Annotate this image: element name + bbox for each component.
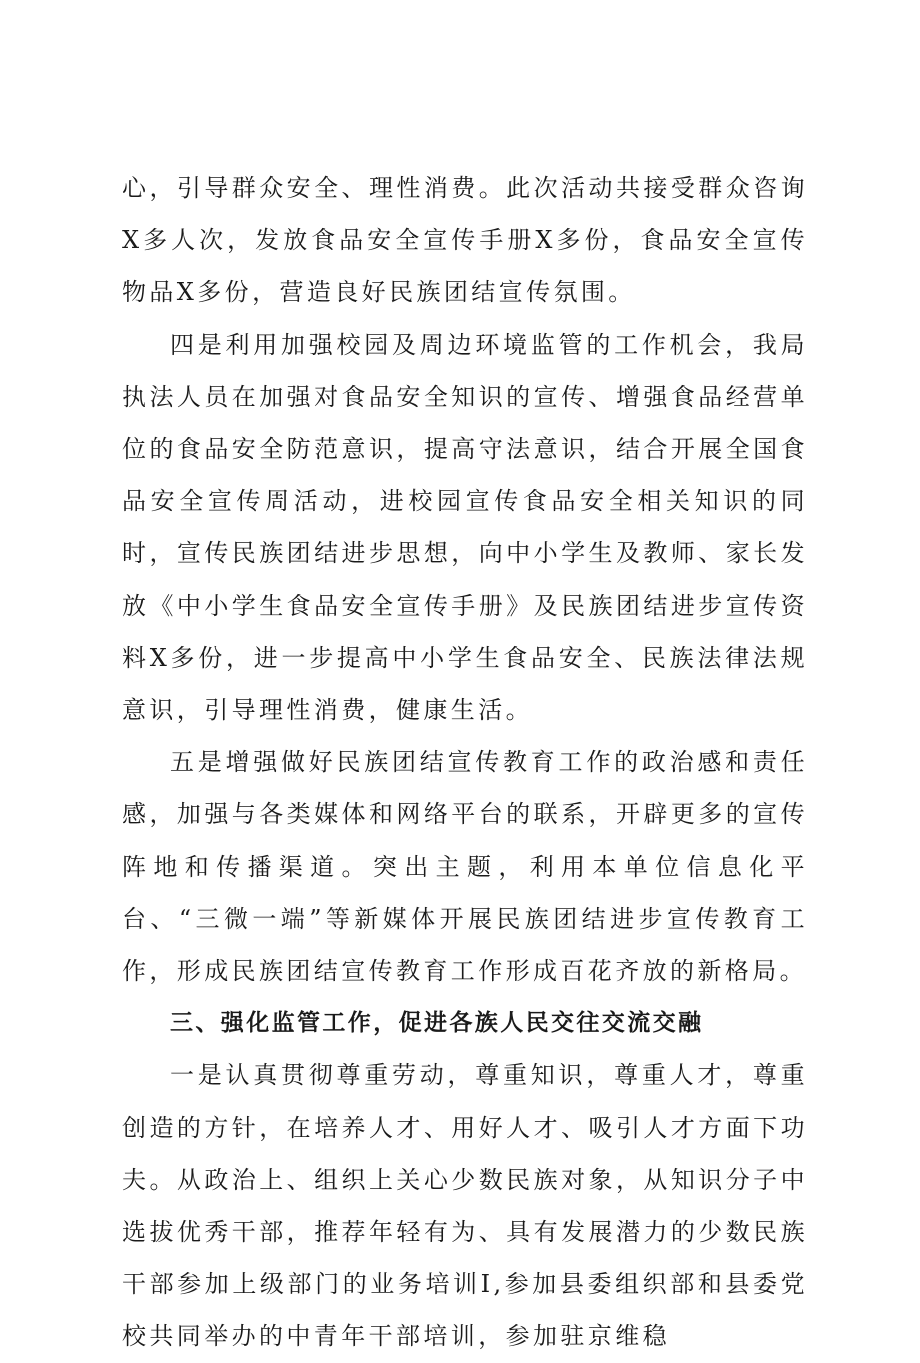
paragraph-point-four: 四是利用加强校园及周边环境监管的工作机会，我局执法人员在加强对食品安全知识的宣传、增强食品经营单位的食品安全防范意识，提高守法意识，结合开展全国食品安全宣传周活动，进校园宣传食品安全相关知识的同时，宣传民族团结进步思想，向中小学生及教师、家长发放《中小学生食品安全宣传手册》及民族团结进步宣传资料X多份，进一步提高中小学生食品安全、民族法律法规意识，引导理性消费，健康生活。 <box>122 330 808 725</box>
section-heading-three: 三、强化监管工作，促进各族人民交往交流交融 <box>170 1010 704 1037</box>
paragraph-point-one: 一是认真贯彻尊重劳动，尊重知识，尊重人才，尊重创造的方针，在培养人才、用好人才、吸引人才方面下功夫。从政治上、组织上关心少数民族对象，从知识分子中选拔优秀干部，推荐年轻有为、具有发展潜力的少数民族干部参加上级部门的业务培训I,参加县委组织部和县委党校共同举办的中青年干部培训，参加驻京维稳 <box>122 1061 808 1351</box>
document-body <box>122 162 808 1363</box>
paragraph-point-five: 五是增强做好民族团结宣传教育工作的政治感和责任感，加强与各类媒体和网络平台的联系，开辟更多的宣传阵地和传播渠道。突出主题，利用本单位信息化平台、“三微一端”等新媒体开展民族团结进步宣传教育工作，形成民族团结宣传教育工作形成百花齐放的新格局。 <box>122 748 808 986</box>
paragraph-continuation: 心，引导群众安全、理性消费。此次活动共接受群众咨询X多人次，发放食品安全宣传手册X多份，食品安全宣传物品X多份，营造良好民族团结宣传氛围。 <box>122 174 808 307</box>
